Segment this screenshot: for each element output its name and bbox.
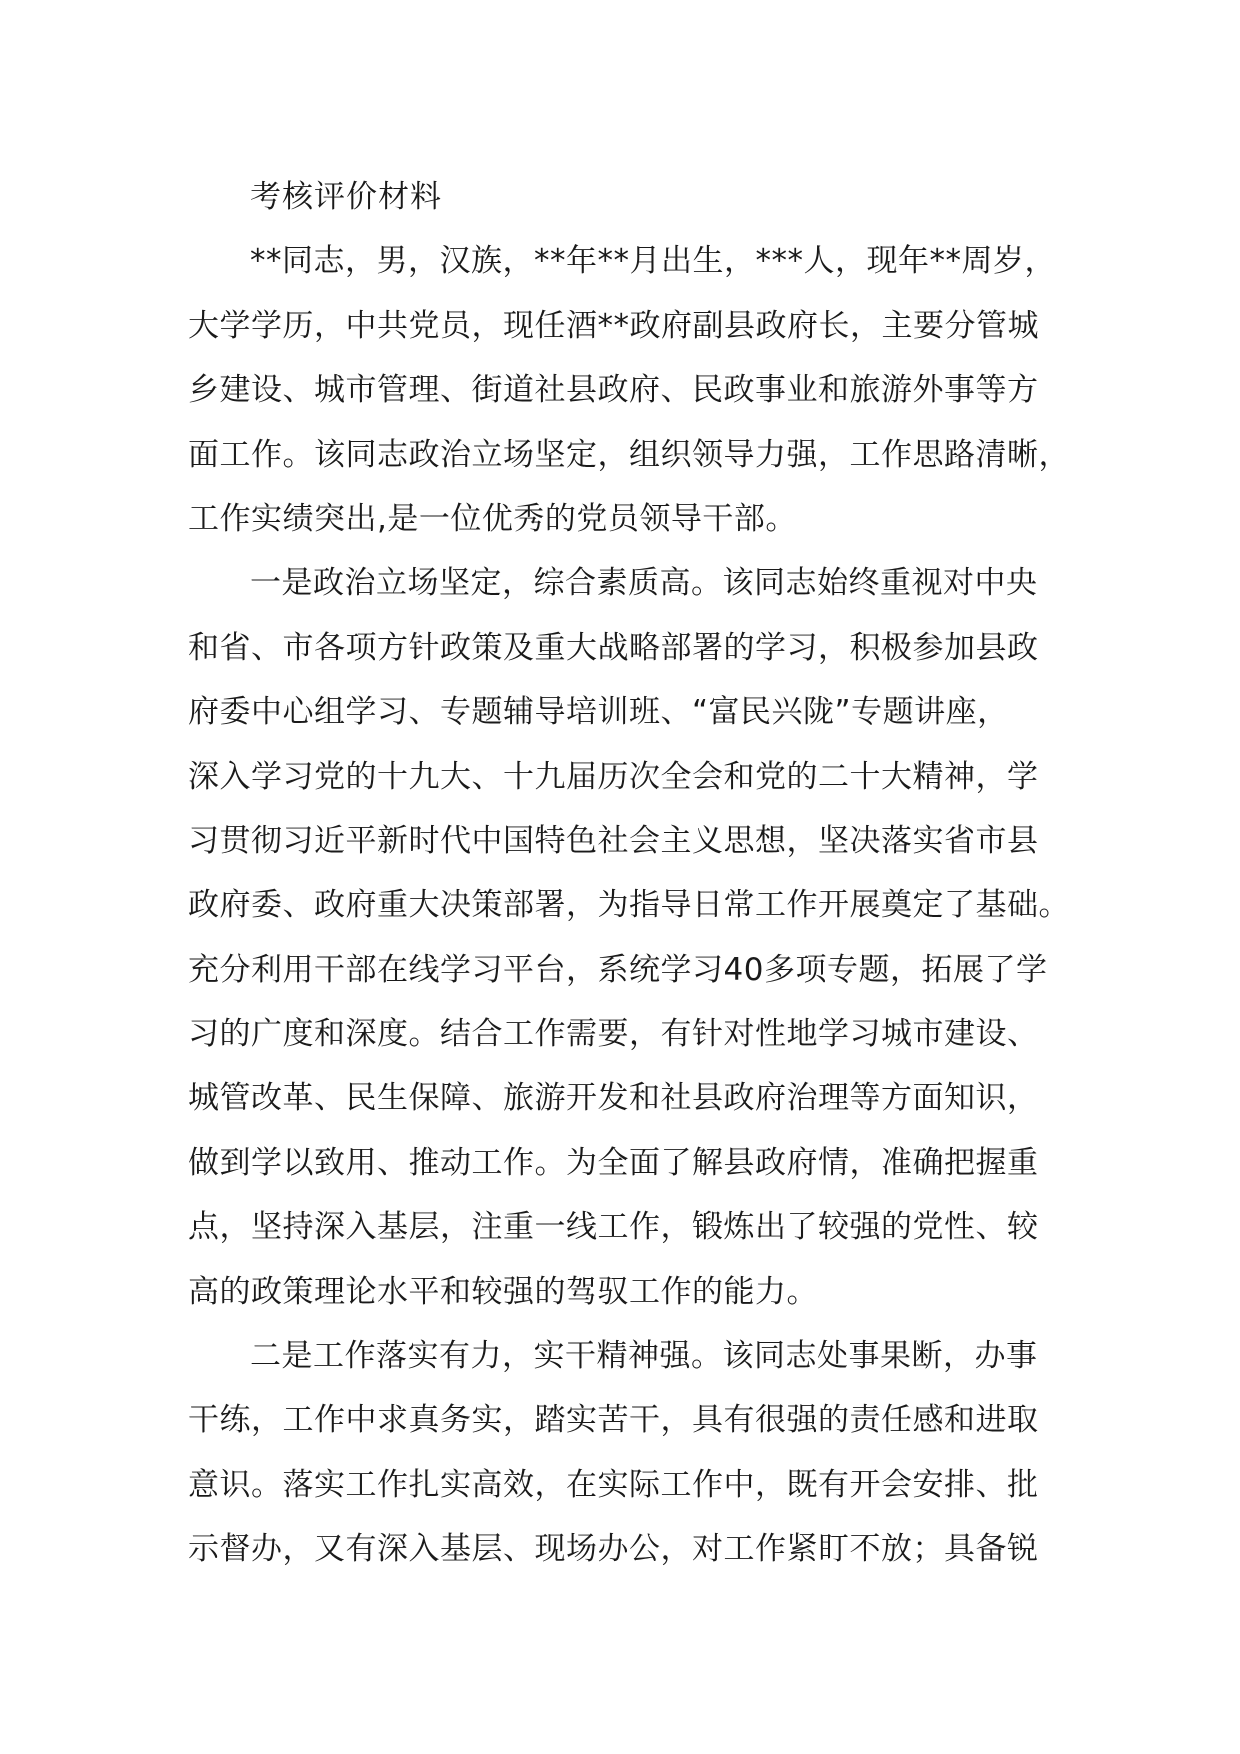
paragraph-line: 一是政治立场坚定，综合素质高。该同志始终重视对中央 xyxy=(250,565,1038,602)
paragraph-line: 面工作。该同志政治立场坚定，组织领导力强，工作思路清晰， xyxy=(188,436,1070,473)
paragraph-line: 二是工作落实有力，实干精神强。该同志处事果断，办事 xyxy=(250,1338,1038,1375)
paragraph-line: 高的政策理论水平和较强的驾驭工作的能力。 xyxy=(188,1273,818,1310)
document-body xyxy=(188,165,1088,1582)
paragraph-line: 城管改革、民生保障、旅游开发和社县政府治理等方面知识， xyxy=(188,1080,1039,1117)
paragraph-line: 示督办，又有深入基层、现场办公，对工作紧盯不放；具备锐 xyxy=(188,1531,1039,1568)
paragraph-line: **同志，男，汉族，**年**月出生，***人，现年**周岁， xyxy=(250,243,1056,280)
paragraph-line: 政府委、政府重大决策部署，为指导日常工作开展奠定了基础。 xyxy=(188,887,1070,924)
paragraph-line: 大学学历，中共党员，现任酒**政府副县政府长，主要分管城 xyxy=(188,307,1039,344)
paragraph-line: 意识。落实工作扎实高效，在实际工作中，既有开会安排、批 xyxy=(188,1466,1039,1503)
paragraph-line: 充分利用干部在线学习平台，系统学习40多项专题，拓展了学 xyxy=(188,951,1048,988)
paragraph-line: 习贯彻习近平新时代中国特色社会主义思想，坚决落实省市县 xyxy=(188,822,1039,859)
paragraph-line: 做到学以致用、推动工作。为全面了解县政府情，准确把握重 xyxy=(188,1144,1039,1181)
paragraph-line: 习的广度和深度。结合工作需要，有针对性地学习城市建设、 xyxy=(188,1016,1039,1053)
paragraph-line: 府委中心组学习、专题辅导培训班、“富民兴陇”专题讲座， xyxy=(188,694,1009,731)
document-title: 考核评价材料 xyxy=(250,179,442,215)
paragraph-line: 乡建设、城市管理、街道社县政府、民政事业和旅游外事等方 xyxy=(188,372,1039,409)
paragraph-line: 工作实绩突出,是一位优秀的党员领导干部。 xyxy=(188,500,797,537)
paragraph-line: 点，坚持深入基层，注重一线工作，锻炼出了较强的党性、较 xyxy=(188,1209,1039,1246)
paragraph-line: 和省、市各项方针政策及重大战略部署的学习，积极参加县政 xyxy=(188,629,1039,666)
paragraph-line: 深入学习党的十九大、十九届历次全会和党的二十大精神，学 xyxy=(188,758,1039,795)
paragraph-line: 干练，工作中求真务实，踏实苦干，具有很强的责任感和进取 xyxy=(188,1402,1039,1439)
